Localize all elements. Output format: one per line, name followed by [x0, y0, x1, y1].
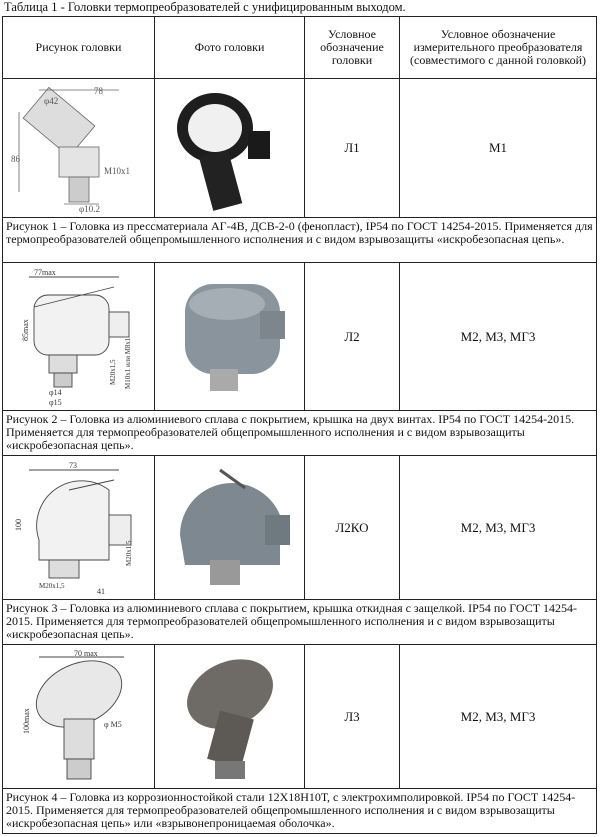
table-row [3, 263, 597, 411]
designation-cell: Л3 [305, 645, 400, 789]
converter-cell: М2, М3, МГ3 [400, 645, 597, 789]
dim-label: 41 [96, 586, 105, 596]
header-converter: Условное обозначение измерительного преобразователя (совместимого с данной головкой) [400, 17, 597, 79]
technical-drawing-image [9, 82, 149, 214]
dim-label: φ14 [48, 387, 62, 397]
head-drawing [3, 79, 155, 218]
technical-drawing-image [9, 267, 149, 407]
description-row [3, 411, 597, 456]
header-designation: Условное обозначение головки [305, 17, 400, 79]
head-photo-image [170, 83, 290, 213]
head-photo-image [165, 649, 295, 784]
head-photo [155, 645, 305, 789]
dim-label: 77max [33, 267, 56, 277]
description-text: Рисунок 1 – Головка из прессматериала АГ-4В, ДСВ-2-0 (фенопласт), IP54 по ГОСТ 14254-2015. Применяется для термопреобразователей общепромышленного исполнения и с видом взрывозащиты «искробезопасная цепь». [3, 218, 597, 263]
dim-label: φ42 [43, 96, 58, 106]
converter-cell: М2, М3, МГ3 [400, 456, 597, 600]
dim-label: φ15 [48, 397, 62, 407]
description-text: Рисунок 3 – Головка из алюминиевого сплава с покрытием, крышка откидная с защелкой. IP54 по ГОСТ 14254-2015. Применяется для термопреобразователей общепромышленного исполнения и с видом взрывозащиты «искробезопасная цепь». [3, 600, 597, 645]
head-photo-image [165, 460, 295, 595]
dim-label: 86 [10, 154, 20, 164]
dim-label: 85max [20, 318, 30, 341]
dim-label: φ10.2 [78, 204, 100, 214]
dim-label: φ M5 [103, 719, 122, 729]
dim-label: M10x1 [103, 166, 130, 176]
dim-label: M20x1,5 [124, 540, 133, 566]
description-row [3, 789, 597, 834]
description-text: Рисунок 4 – Головка из коррозионностойкой стали 12Х18Н10Т, с электрохимполировкой. IP54 по ГОСТ 14254-2015. Применяется для термопреобразователей общепромышленного исполнения и с видом взрывозащиты «искробезопасная цепь» или «взрывонепроницаемая оболочка». [3, 789, 597, 834]
heads-table [2, 16, 597, 834]
dim-label: 70 max [73, 648, 98, 658]
technical-drawing-image [9, 460, 149, 596]
head-photo [155, 263, 305, 411]
dim-label: 73 [68, 460, 77, 470]
description-text: Рисунок 2 – Головка из алюминиевого сплава с покрытием, крышка на двух винтах. IP54 по ГОСТ 14254-2015. Применяется для термопреобразователей общепромышленного исполнения и с видом взрывозащиты «искробезопасная цепь». [3, 411, 597, 456]
technical-drawing-image [9, 649, 149, 785]
table-row [3, 456, 597, 600]
description-row [3, 600, 597, 645]
converter-cell: М2, М3, МГ3 [400, 263, 597, 411]
description-row [3, 218, 597, 263]
head-drawing [3, 645, 155, 789]
header-photo: Фото головки [155, 17, 305, 79]
head-photo-image [165, 269, 295, 404]
dim-label: 100 [13, 518, 23, 531]
table-row [3, 79, 597, 218]
designation-cell: Л1 [305, 79, 400, 218]
table-caption: Таблица 1 - Головки термопреобразователей с унифицированным выходом. [4, 0, 406, 14]
dim-label: M20x1,5 [108, 359, 117, 385]
head-drawing [3, 456, 155, 600]
head-drawing [3, 263, 155, 411]
dim-label: M20x1,5 [38, 581, 64, 590]
dim-label: 78 [93, 86, 103, 96]
head-photo [155, 79, 305, 218]
dim-label: 100max [21, 707, 31, 734]
header-row [3, 17, 597, 79]
head-photo [155, 456, 305, 600]
header-drawing: Рисунок головки [3, 17, 155, 79]
designation-cell: Л2КО [305, 456, 400, 600]
converter-cell: М1 [400, 79, 597, 218]
dim-label: M10x1 или M8x1 [123, 337, 132, 389]
table-row [3, 645, 597, 789]
designation-cell: Л2 [305, 263, 400, 411]
